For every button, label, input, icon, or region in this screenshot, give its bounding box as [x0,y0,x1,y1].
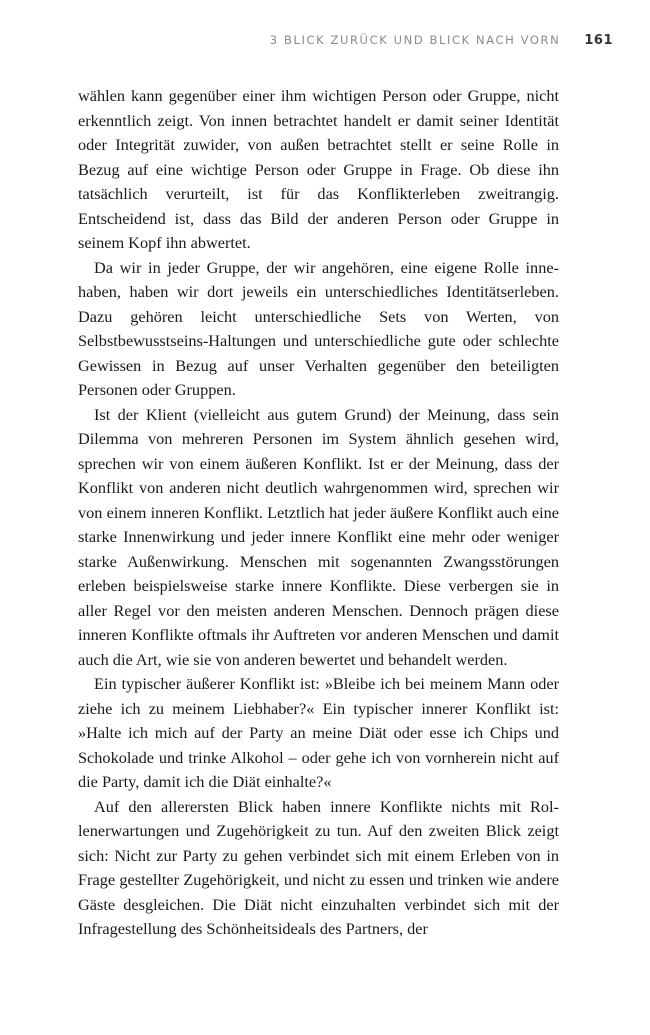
paragraph-continuation: wählen kann gegenüber einer ihm wichtigen Person oder Gruppe, nicht erkenntlich zeigt. Von innen betrachtet handelt er damit seiner Identität oder Integrität zuwider, von außen betrachtet stellt er seine Rolle in Bezug auf eine wichtige Person oder Gruppe in Frage. Ob diese ihn tatsächlich verurteilt, ist für das Konflikterleben zweitrangig. Entscheidend ist, dass das Bild der anderen Person oder Gruppe in seinem Kopf ihn abwertet. [78,86,559,252]
chapter-title: 3 BLICK ZURÜCK UND BLICK NACH VORN [269,33,561,47]
paragraph-conflict-types: Ist der Klient (vielleicht aus gutem Grund) der Meinung, dass sein Dilemma von mehreren Personen im System ähnlich gesehen wird, sprechen wir von einem äußeren Konflikt. Ist er der Meinung, dass der Konflikt von anderen nicht deutlich wahrgenommen wird, sprechen wir von einem inneren Konflikt. Letztlich hat jeder äußere Konflikt auch eine starke Innenwirkung und jeder innere Konflikt eine mehr oder weniger starke Außenwirkung. Menschen mit sogenannten Zwangsstörungen erleben beispielsweise starke innere Konflikte. Diese verbergen sie in aller Regel vor den meisten anderen Menschen. Dennoch prägen diese inneren Konflikte oftmals ihr Auftreten vor anderen Menschen und damit auch die Art, wie sie von anderen bewertet und behandelt werden. [78,404,559,669]
running-head [78,33,613,48]
page-number: 161 [584,33,613,48]
paragraph-roles: Da wir in jeder Gruppe, der wir angehören, eine eigene Rolle innehaben, haben wir dort jeweils ein unterschiedliches Identitätserleben. Dazu gehören leicht unterschiedliche Sets von Werten, von Selbstbewusstseins-Haltungen und unterschiedliche gute oder schlechte Gewissen in Bezug auf unser Verhalten gegenüber den beteiligten Personen oder Gruppen. [78,257,559,399]
paragraph-examples: Ein typischer äußerer Konflikt ist: »Bleibe ich bei meinem Mann oder ziehe ich zu meinem Liebhaber?« Ein typischer innerer Konflikt ist: »Halte ich mich auf der Party an meine Diät oder esse ich Chips und Schokolade und trinke Alkohol – oder gehe ich von vornherein nicht auf die Party, damit ich die Diät einhalte?« [78,674,559,791]
body-text [78,84,559,942]
paragraph-inner-conflicts: Auf den allerersten Blick haben innere Konflikte nichts mit Rollenerwartungen und Zugehörigkeit zu tun. Auf den zweiten Blick zeigt sich: Nicht zur Party zu gehen verbindet sich mit einem Erleben von in Frage gestellter Zugehörigkeit, und nicht zu essen und trinken wie andere Gäste desgleichen. Die Diät nicht einzuhalten verbindet sich mit der Infragestellung des Schönheitsideals des Partners, der [78,796,559,938]
